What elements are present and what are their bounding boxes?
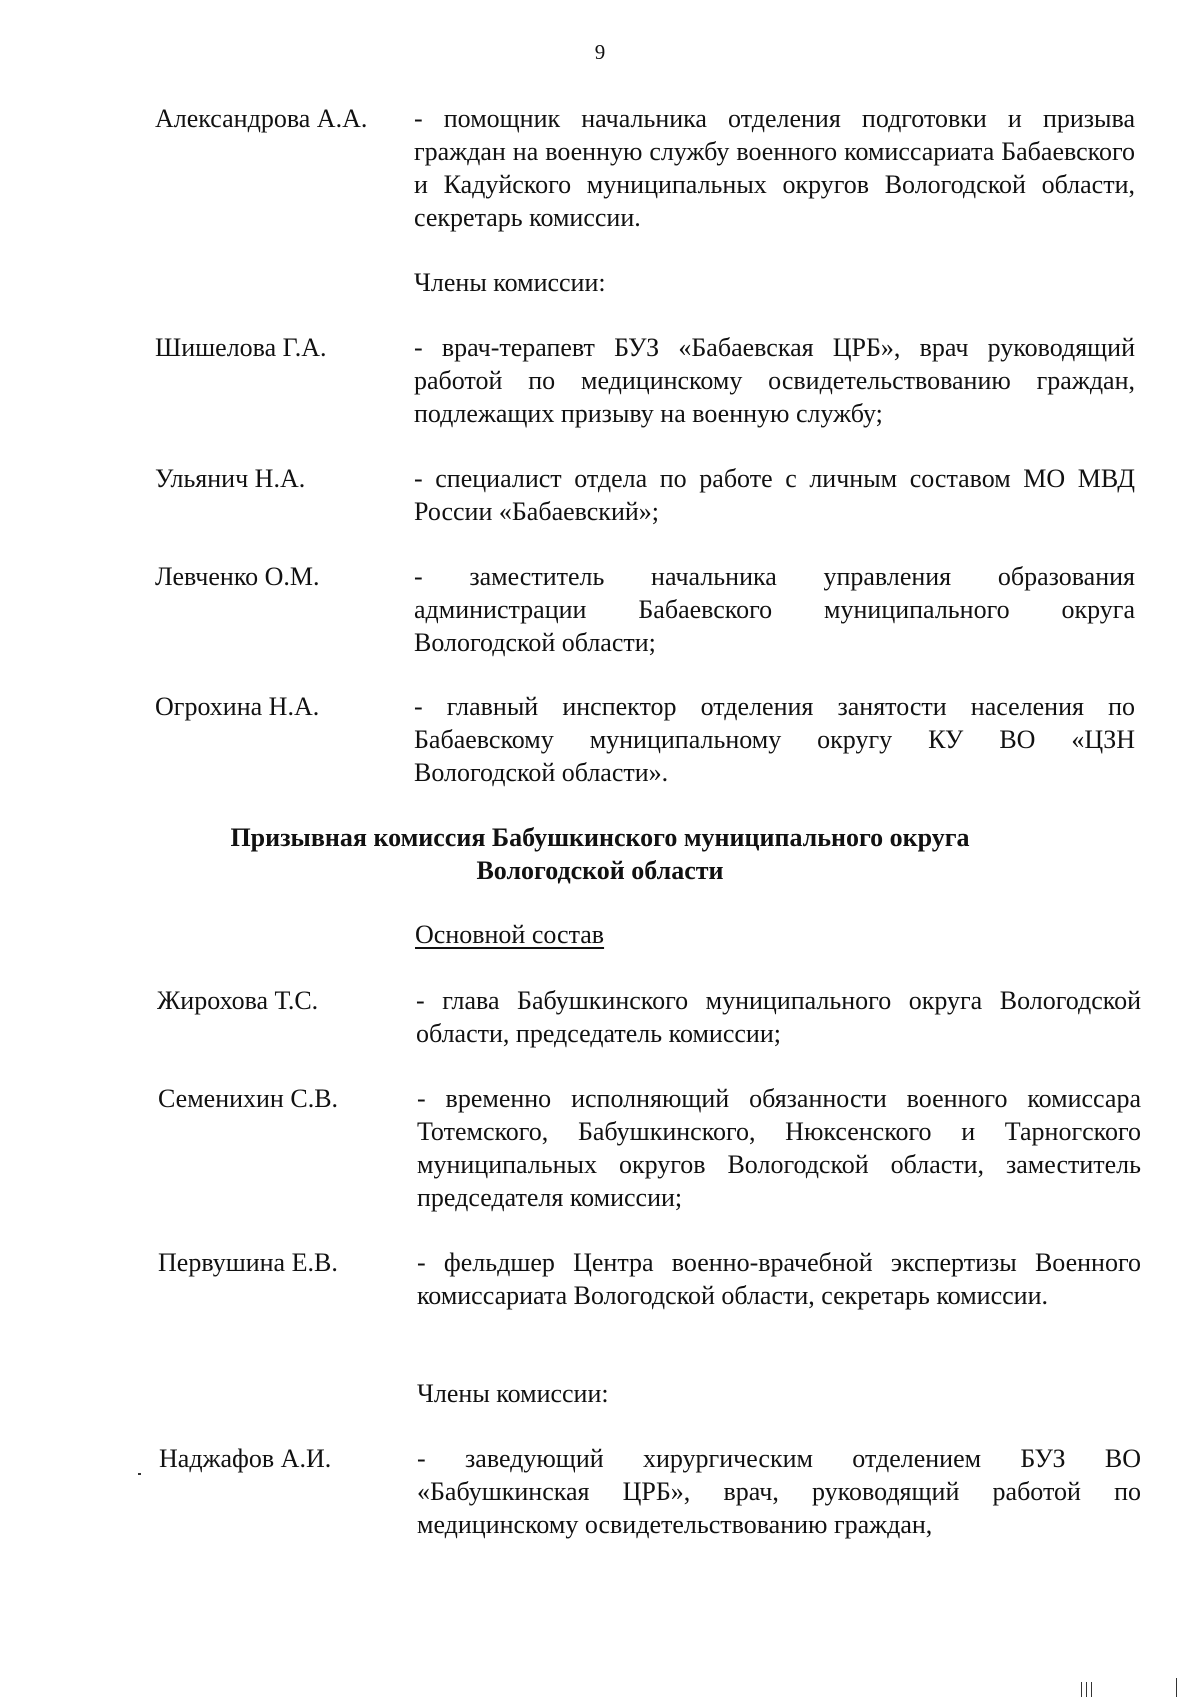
member-name: Шишелова Г.А. <box>155 333 327 362</box>
scan-artifact <box>1086 1682 1087 1697</box>
member-description: - глава Бабушкинского муниципального округа Вологодской области, председатель комиссии; <box>416 986 1141 1048</box>
member-description: - специалист отдела по работе с личным составом МО МВД России «Бабаевский»; <box>414 464 1135 526</box>
section-heading-line: Вологодской области <box>476 856 724 885</box>
member-description: - главный инспектор отделения занятости населения по Бабаевскому муниципальному округу КУ ВО «ЦЗН Вологодской области». <box>414 692 1135 787</box>
member-name: Жирохова Т.С. <box>157 986 319 1015</box>
member-name: Александрова А.А. <box>155 104 368 133</box>
member-description: - фельдшер Центра военно-врачебной экспертизы Военного комиссариата Вологодской области, секретарь комиссии. <box>417 1248 1141 1310</box>
scan-artifact <box>1176 1678 1177 1697</box>
section-heading <box>0 821 1200 887</box>
scan-artifact <box>138 1473 141 1475</box>
member-description: - помощник начальника отделения подготовки и призыва граждан на военную службу военного комиссариата Бабаевского и Кадуйского муниципальных округов Вологодской области, секретарь комиссии. <box>414 104 1135 232</box>
section-heading-line: Призывная комиссия Бабушкинского муниципального округа <box>230 823 970 852</box>
member-name: Наджафов А.И. <box>159 1444 332 1473</box>
member-description: - заместитель начальника управления образования администрации Бабаевского муниципального округа Вологодской области; <box>414 562 1135 657</box>
member-name: Ульянич Н.А. <box>155 464 306 493</box>
member-description: - врач-терапевт БУЗ «Бабаевская ЦРБ», врач руководящий работой по медицинскому освидетельствованию граждан, подлежащих призыву на военную службу; <box>414 333 1135 428</box>
page-number: 9 <box>594 40 606 64</box>
members-label: Члены комиссии: <box>417 1379 609 1408</box>
member-name: Огрохина Н.А. <box>155 692 320 721</box>
member-description: - заведующий хирургическим отделением БУЗ ВО «Бабушкинская ЦРБ», врач, руководящий работой по медицинскому освидетельствованию граждан, <box>417 1444 1141 1539</box>
members-label: Члены комиссии: <box>414 268 606 297</box>
main-composition-label: Основной состав <box>415 920 605 949</box>
member-name: Семенихин С.В. <box>158 1084 339 1113</box>
member-description: - временно исполняющий обязанности военного комиссара Тотемского, Бабушкинского, Нюксенского и Тарногского муниципальных округов Вологодской области, заместитель председателя комиссии; <box>417 1084 1141 1212</box>
member-name: Первушина Е.В. <box>158 1248 338 1277</box>
scan-artifact <box>1091 1682 1092 1697</box>
member-name: Левченко О.М. <box>155 562 320 591</box>
scan-artifact <box>1081 1682 1082 1697</box>
